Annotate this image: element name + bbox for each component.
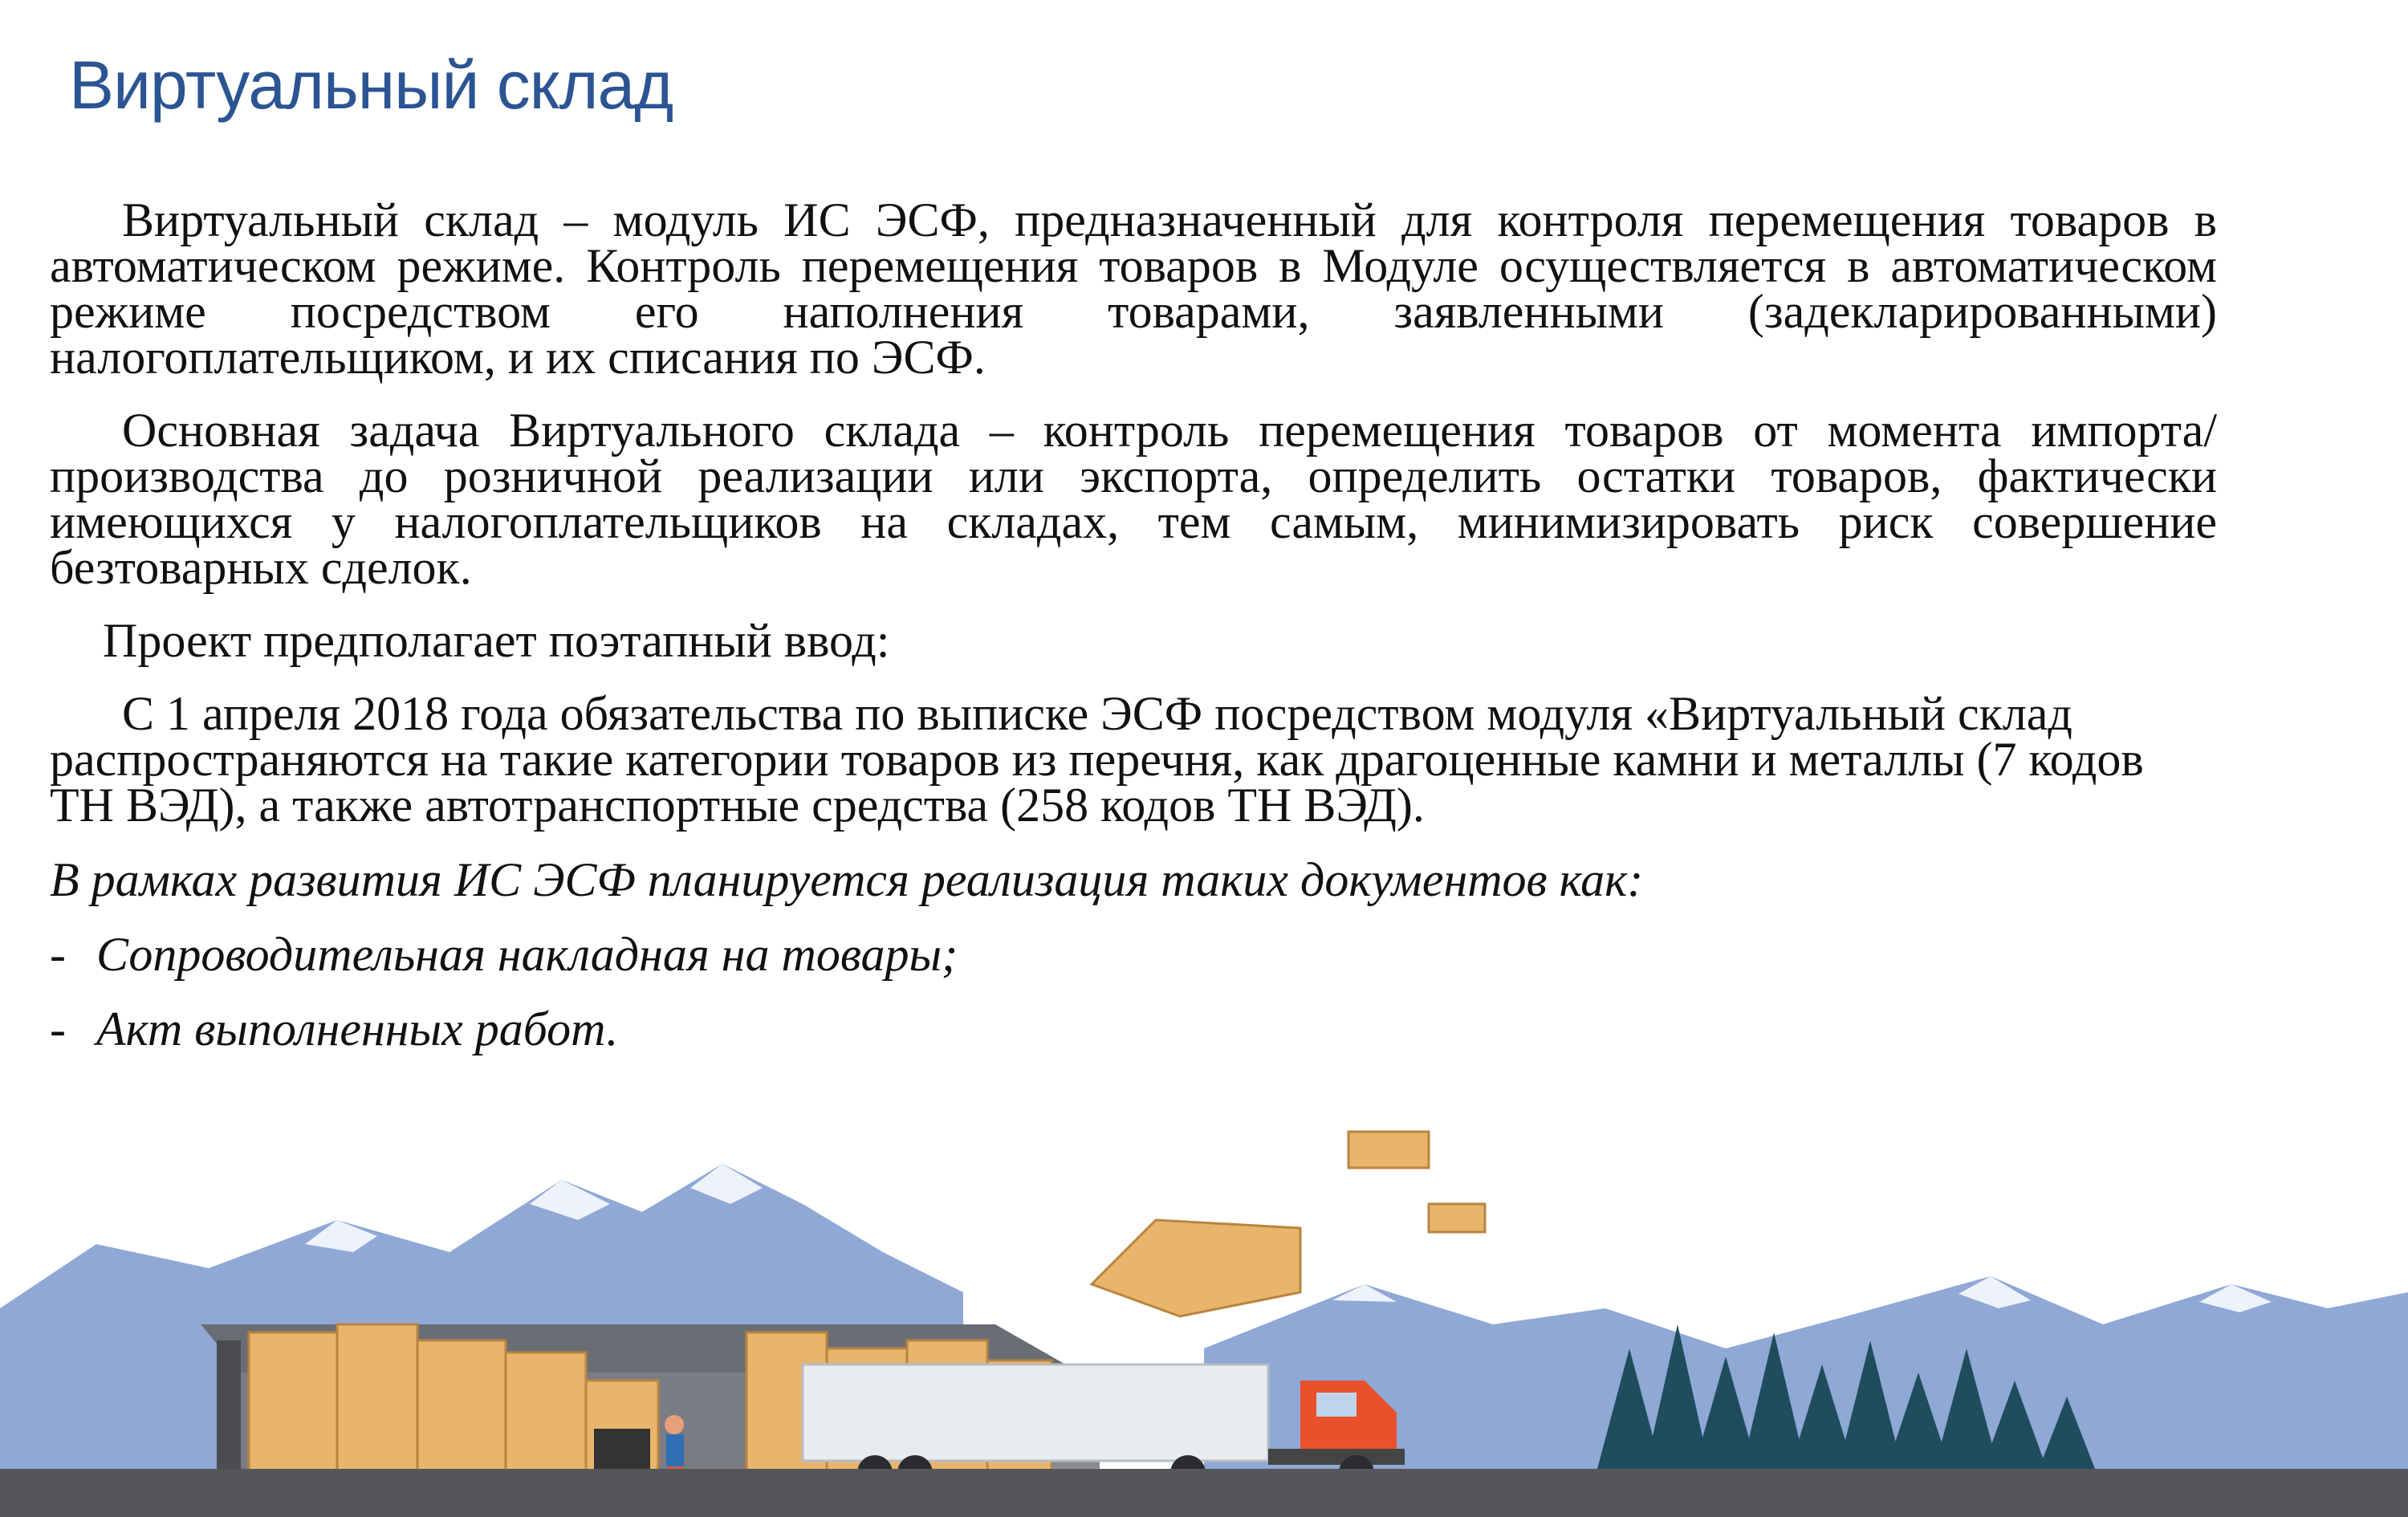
paragraph-project: Проект предполагает поэтапный ввод: — [103, 614, 890, 667]
paragraph-development: В рамках развития ИС ЭСФ планируется реализация таких документов как: — [50, 853, 1644, 906]
flying-boxes-icon — [1092, 1132, 1485, 1316]
bullet-dash: - — [50, 1003, 66, 1055]
ground-icon — [0, 1469, 2408, 1517]
content-body — [50, 193, 2217, 1055]
page-title: Виртуальный склад — [69, 47, 673, 123]
list-item — [50, 928, 2217, 981]
list-item-text: Акт выполненных работ. — [96, 1003, 619, 1055]
bullet-dash: - — [50, 928, 66, 981]
list-item — [50, 1003, 2217, 1055]
list-item-text: Сопроводительная накладная на товары; — [96, 928, 958, 981]
paragraph-obligations: С 1 апреля 2018 года обязательства по выписке ЭСФ посредством модуля «Виртуальный склад распространяются на такие категории товаров из перечня, как драгоценные камни и металлы (7 кодов ТН ВЭД), а также автотранспортные средства (258 кодов ТН ВЭД). — [50, 687, 2144, 832]
paragraph-main-task: Основная задача Виртуального склада – контроль перемещения товаров от момента импорта/производства до розничной реализации или экспорта, определить остатки товаров, фактически имеющихся у налогоплательщиков на складах, тем самым, минимизировать риск совершение безтоварных сделок. — [50, 404, 2217, 594]
warehouse-illustration — [0, 1084, 2408, 1517]
paragraph-definition: Виртуальный склад – модуль ИС ЭСФ, предназначенный для контроля перемещения товаров в автоматическом режиме. Контроль перемещения товаров в Модуле осуществляется в автоматическом режиме посредством его наполнения товарами, заявленными (задекларированными) налогоплательщиком, и их списания по ЭСФ. — [50, 193, 2217, 384]
